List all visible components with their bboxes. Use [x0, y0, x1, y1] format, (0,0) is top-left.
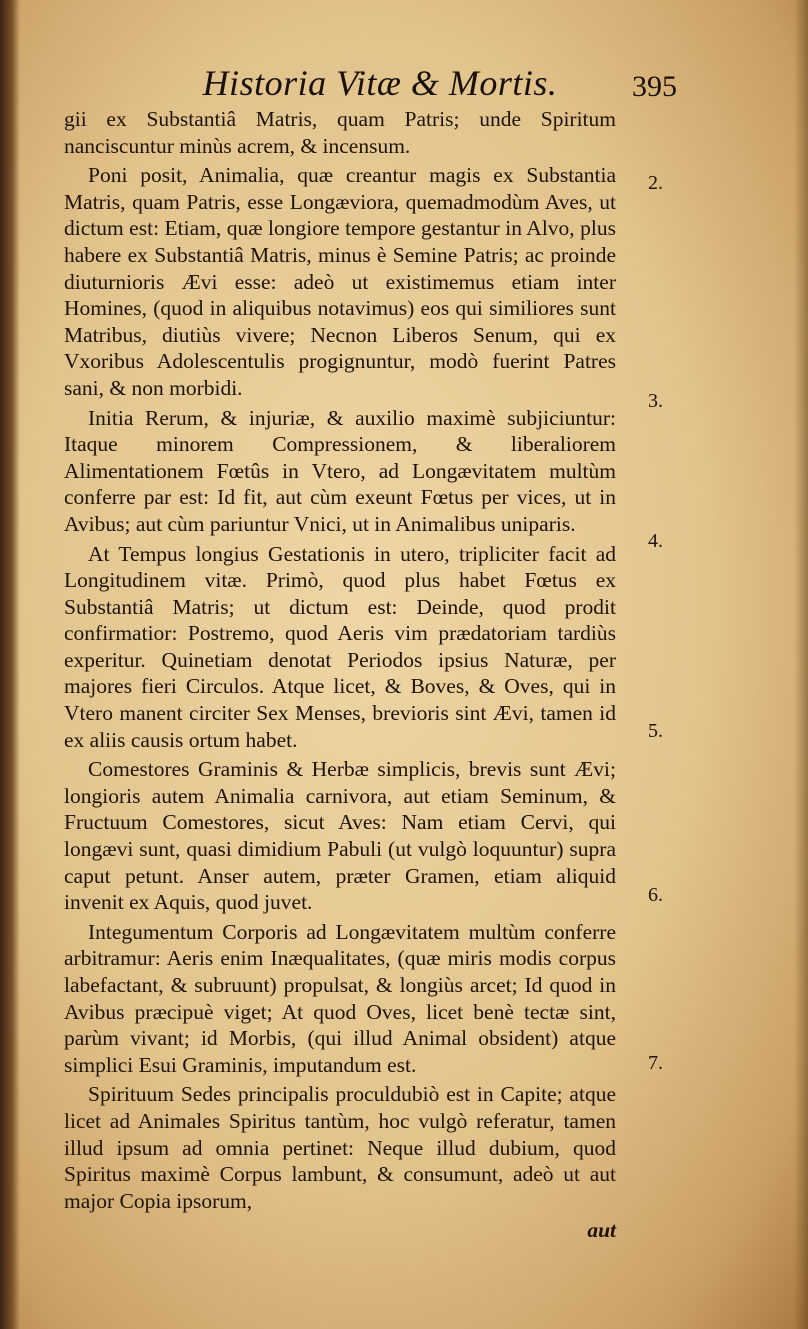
margin-number: 3.	[648, 390, 663, 412]
running-title: Historia Vitæ & Mortis.	[202, 63, 558, 103]
page-number: 395	[632, 70, 677, 103]
paragraph: Integumentum Corporis ad Longævitatem multùm conferre arbitramur: Aeris enim Inæqualitates, (quæ miris modis corpus labefactant, & subruunt) propulsat, & longiùs arcet; Id quod in Avibus præcipuè viget; At quod Oves, licet benè tectæ sint, parùm vivant; id Morbis, (qui illud Animal obsident) atque simplici Esui Graminis, imputandum est.	[64, 919, 616, 1077]
text-block	[64, 106, 616, 1244]
paragraph: At Tempus longius Gestationis in utero, tripliciter facit ad Longitudinem vitæ. Primò, quod plus habet Fœtus ex Substantiâ Matris; ut dictum est: Deinde, quod prodit confirmatior: Postremo, quod Aeris vim prædatoriam tardiùs experitur. Quinetiam denotat Periodos ipsius Naturæ, per majores fieri Circulos. Atque licet, & Boves, & Oves, qui in Vtero manent circiter Sex Menses, brevioris sint Ævi, tamen id ex aliis causis ortum habet.	[64, 541, 616, 752]
margin-number: 7.	[648, 1052, 663, 1074]
paragraph: Poni posit, Animalia, quæ creantur magis ex Substantia Matris, quam Patris, esse Longæviora, quemadmodùm Aves, ut dictum est: Etiam, quæ longiore tempore gestantur in Alvo, plus habere ex Substantiâ Matris, minus è Semine Patris; ac proinde diuturnioris Ævi esse: adeò ut existimemus etiam inter Homines, (quod in aliquibus notavimus) eos qui similiores sunt Matribus, diutiùs vivere; Necnon Liberos Senum, qui ex Vxoribus Adolescentulis progignuntur, modò fuerint Patres sani, & non morbidi.	[64, 163, 616, 400]
paragraph: gii ex Substantiâ Matris, quam Patris; unde Spiritum nanciscuntur minùs acrem, & incensum.	[64, 107, 616, 158]
margin-number: 4.	[648, 530, 663, 552]
margin-number: 5.	[648, 720, 663, 742]
margin-number: 2.	[648, 172, 663, 194]
catchword: aut	[587, 1218, 616, 1243]
page-edge	[794, 0, 808, 1329]
margin-number: 6.	[648, 884, 663, 906]
binding-gutter	[0, 0, 20, 1329]
paragraph: Spirituum Sedes principalis proculdubiò est in Capite; atque licet ad Animales Spiritus tantùm, hoc vulgò referatur, tamen illud ipsum ad omnia pertinet: Neque illud dubium, quod Spiritus maximè Corpus lambunt, & consumunt, adeò ut aut major Copia ipsorum,	[64, 1082, 616, 1213]
paragraph: Initia Rerum, & injuriæ, & auxilio maximè subjiciuntur: Itaque minorem Compressionem, & liberaliorem Alimentationem Fœtûs in Vtero, ad Longævitatem multùm conferre par est: Id fit, aut cùm exeunt Fœtus per vices, ut in Avibus; aut cùm pariuntur Vnici, ut in Animalibus uniparis.	[64, 405, 616, 536]
paragraph: Comestores Graminis & Herbæ simplicis, brevis sunt Ævi; longioris autem Animalia carnivora, aut etiam Seminum, & Fructuum Comestores, sicut Aves: Nam etiam Cervi, qui longævi sunt, quasi dimidium Pabuli (ut vulgò loquuntur) supra caput petunt. Anser autem, præter Gramen, etiam aliquid invenit ex Aquis, quod juvet.	[64, 757, 616, 915]
